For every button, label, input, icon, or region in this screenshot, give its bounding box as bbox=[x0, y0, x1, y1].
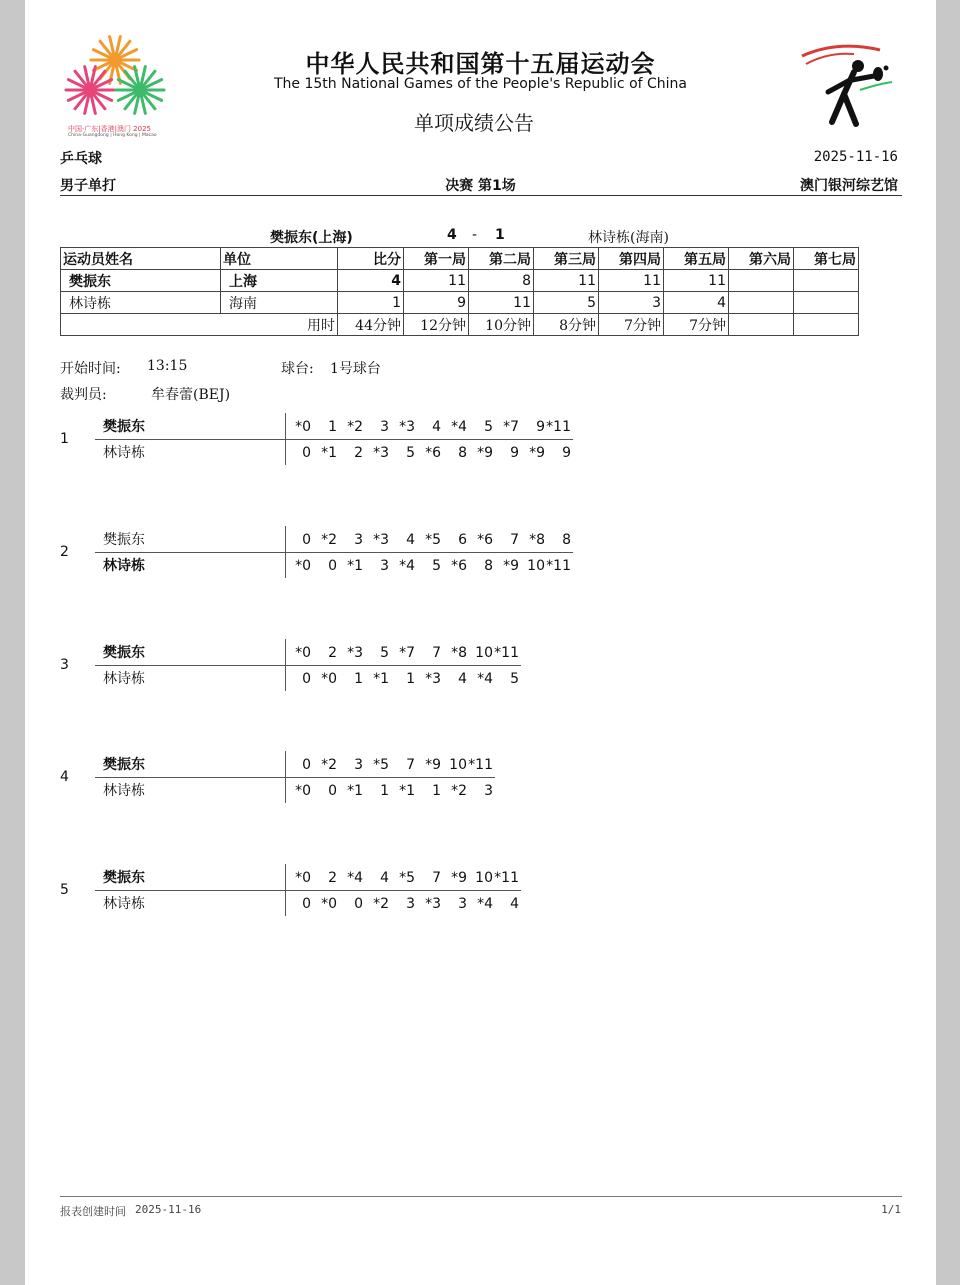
loser-game-7 bbox=[794, 292, 859, 314]
rally-score-cell: 5 bbox=[484, 419, 493, 435]
rally-score-cell: 1 bbox=[432, 783, 441, 799]
loser-game-2: 11 bbox=[469, 292, 534, 314]
duration-game-4: 7分钟 bbox=[599, 314, 664, 336]
rally-score-cell: *11 bbox=[546, 419, 571, 435]
rally-score-cell: 4 bbox=[432, 419, 441, 435]
rally-player-name: 樊振东 bbox=[103, 645, 145, 661]
winner-game-4: 11 bbox=[599, 270, 664, 292]
rally-score-cell: *0 bbox=[295, 870, 311, 886]
rally-score-cell: 3 bbox=[380, 558, 389, 574]
rally-score-cell: *9 bbox=[425, 757, 441, 773]
rally-score-cell: *1 bbox=[399, 783, 415, 799]
player-b-summary: 林诗栋(海南) bbox=[588, 230, 669, 246]
rally-score-cell: *1 bbox=[347, 558, 363, 574]
rally-score-cell: 5 bbox=[380, 645, 389, 661]
rally-player-name: 林诗栋 bbox=[103, 558, 145, 574]
header-divider bbox=[60, 195, 902, 196]
umpire-value: 牟春蕾(BEJ) bbox=[151, 387, 231, 403]
score-a: 4 bbox=[447, 227, 457, 243]
rally-score-cell: 2 bbox=[328, 870, 337, 886]
rally-score-cell: 1 bbox=[380, 783, 389, 799]
rally-score-cell: 9 bbox=[562, 445, 571, 461]
rally-player-name: 林诗栋 bbox=[103, 896, 145, 912]
rally-player-name: 林诗栋 bbox=[103, 783, 145, 799]
rally-score-cell: *9 bbox=[477, 445, 493, 461]
created-label: 报表创建时间 bbox=[60, 1205, 126, 1218]
rally-divider bbox=[95, 777, 495, 778]
umpire-label: 裁判员: bbox=[60, 387, 107, 403]
created-date: 2025-11-16 bbox=[135, 1203, 202, 1216]
winner-game-3: 11 bbox=[534, 270, 599, 292]
header-game-5: 第五局 bbox=[664, 248, 729, 270]
table-value: 1号球台 bbox=[330, 361, 381, 377]
logo-caption-en: China-Guangdong | Hong Kong | Macao bbox=[68, 133, 157, 138]
rally-score-cell: 5 bbox=[406, 445, 415, 461]
rally-score-cell: 0 bbox=[302, 896, 311, 912]
rally-score-cell: 7 bbox=[510, 532, 519, 548]
results-sheet bbox=[25, 0, 936, 1285]
loser-unit: 海南 bbox=[221, 292, 338, 314]
rally-score-cell: *3 bbox=[373, 532, 389, 548]
rally-score-cell: 0 bbox=[302, 671, 311, 687]
rally-score-cell: 9 bbox=[536, 419, 545, 435]
title-en: The 15th National Games of the People's Republic of China bbox=[273, 76, 688, 92]
header-game-2: 第二局 bbox=[469, 248, 534, 270]
rally-divider bbox=[95, 552, 573, 553]
rally-score-cell: *11 bbox=[468, 757, 493, 773]
header-name: 运动员姓名 bbox=[61, 248, 221, 270]
header-total: 比分 bbox=[338, 248, 404, 270]
rally-score-cell: *11 bbox=[546, 558, 571, 574]
rally-score-cell: 7 bbox=[432, 645, 441, 661]
rally-score-cell: *4 bbox=[451, 419, 467, 435]
rally-score-cell: *0 bbox=[321, 671, 337, 687]
duration-game-3: 8分钟 bbox=[534, 314, 599, 336]
rally-score-cell: *2 bbox=[347, 419, 363, 435]
rally-score-cell: 1 bbox=[406, 671, 415, 687]
rally-score-cell: 7 bbox=[406, 757, 415, 773]
venue: 澳门银河综艺馆 bbox=[800, 178, 898, 194]
header-game-3: 第三局 bbox=[534, 248, 599, 270]
rally-score-cell: 2 bbox=[328, 645, 337, 661]
rally-score-cell: 10 bbox=[449, 757, 467, 773]
table-row-winner bbox=[61, 270, 859, 292]
winner-game-2: 8 bbox=[469, 270, 534, 292]
duration-label: 用时 bbox=[61, 314, 338, 336]
rally-player-name: 林诗栋 bbox=[103, 445, 145, 461]
rally-score-cell: *8 bbox=[529, 532, 545, 548]
rally-score-cell: *5 bbox=[399, 870, 415, 886]
rally-score-cell: *7 bbox=[503, 419, 519, 435]
winner-game-5: 11 bbox=[664, 270, 729, 292]
header-game-1: 第一局 bbox=[404, 248, 469, 270]
rally-game-number: 1 bbox=[60, 431, 69, 447]
rally-score-cell: *1 bbox=[321, 445, 337, 461]
start-time-value: 13:15 bbox=[147, 358, 188, 374]
score-table bbox=[60, 247, 859, 336]
loser-game-5: 4 bbox=[664, 292, 729, 314]
rally-score-cell: 3 bbox=[354, 757, 363, 773]
loser-game-6 bbox=[729, 292, 794, 314]
rally-score-cell: *0 bbox=[295, 783, 311, 799]
player-a-summary: 樊振东(上海) bbox=[270, 230, 353, 246]
rally-score-cell: *0 bbox=[321, 896, 337, 912]
loser-game-3: 5 bbox=[534, 292, 599, 314]
page-number: 1/1 bbox=[881, 1203, 901, 1216]
rally-score-cell: 3 bbox=[484, 783, 493, 799]
rally-score-cell: 0 bbox=[354, 896, 363, 912]
rally-score-cell: *0 bbox=[295, 558, 311, 574]
rally-score-cell: 8 bbox=[458, 445, 467, 461]
rally-score-cell: *9 bbox=[451, 870, 467, 886]
score-table-header-row bbox=[61, 248, 859, 270]
loser-total: 1 bbox=[338, 292, 404, 314]
rally-score-cell: 5 bbox=[432, 558, 441, 574]
rally-score-cell: 0 bbox=[302, 757, 311, 773]
rally-player-name: 樊振东 bbox=[103, 532, 145, 548]
rally-divider bbox=[95, 890, 521, 891]
rally-score-cell: 4 bbox=[510, 896, 519, 912]
rally-score-cell: 4 bbox=[458, 671, 467, 687]
duration-total: 44分钟 bbox=[338, 314, 404, 336]
table-label: 球台: bbox=[281, 361, 314, 377]
winner-game-7 bbox=[794, 270, 859, 292]
header-unit: 单位 bbox=[221, 248, 338, 270]
date: 2025-11-16 bbox=[813, 149, 898, 165]
rally-score-cell: *6 bbox=[451, 558, 467, 574]
loser-name: 林诗栋 bbox=[61, 292, 221, 314]
rally-score-cell: 3 bbox=[380, 419, 389, 435]
rally-score-cell: 6 bbox=[458, 532, 467, 548]
logo-caption-cn: 中国·广东|香港|澳门 2025 bbox=[68, 125, 151, 133]
rally-score-cell: 0 bbox=[328, 783, 337, 799]
rally-score-cell: 4 bbox=[406, 532, 415, 548]
rally-score-cell: *4 bbox=[347, 870, 363, 886]
rally-score-cell: 5 bbox=[510, 671, 519, 687]
title-cn: 中华人民共和国第十五届运动会 bbox=[305, 50, 656, 78]
winner-unit: 上海 bbox=[221, 270, 338, 292]
footer-divider bbox=[60, 1196, 902, 1197]
rally-score-cell: 2 bbox=[354, 445, 363, 461]
rally-score-cell: 8 bbox=[562, 532, 571, 548]
rally-score-cell: *2 bbox=[373, 896, 389, 912]
round-label: 决赛 第1场 bbox=[445, 178, 516, 194]
score-b: 1 bbox=[495, 227, 505, 243]
rally-score-cell: 0 bbox=[302, 532, 311, 548]
event-name: 男子单打 bbox=[60, 178, 116, 194]
rally-score-cell: *11 bbox=[494, 645, 519, 661]
rally-score-cell: 4 bbox=[380, 870, 389, 886]
rally-score-cell: *4 bbox=[477, 896, 493, 912]
rally-score-cell: *2 bbox=[321, 532, 337, 548]
rally-score-cell: *2 bbox=[451, 783, 467, 799]
rally-score-cell: *6 bbox=[425, 445, 441, 461]
rally-player-name: 樊振东 bbox=[103, 419, 145, 435]
subtitle: 单项成绩公告 bbox=[414, 111, 534, 135]
rally-score-cell: *5 bbox=[373, 757, 389, 773]
duration-game-6 bbox=[729, 314, 794, 336]
rally-score-cell: 3 bbox=[354, 532, 363, 548]
rally-score-cell: 9 bbox=[510, 445, 519, 461]
duration-game-7 bbox=[794, 314, 859, 336]
rally-score-cell: 10 bbox=[475, 870, 493, 886]
rally-game-number: 2 bbox=[60, 544, 69, 560]
rally-score-cell: *2 bbox=[321, 757, 337, 773]
rally-score-cell: 0 bbox=[328, 558, 337, 574]
header-game-6: 第六局 bbox=[729, 248, 794, 270]
winner-name: 樊振东 bbox=[61, 270, 221, 292]
table-row-loser bbox=[61, 292, 859, 314]
rally-game-number: 5 bbox=[60, 882, 69, 898]
rally-divider bbox=[95, 665, 521, 666]
rally-score-cell: 7 bbox=[432, 870, 441, 886]
duration-game-5: 7分钟 bbox=[664, 314, 729, 336]
rally-score-cell: *8 bbox=[451, 645, 467, 661]
winner-game-1: 11 bbox=[404, 270, 469, 292]
rally-player-name: 樊振东 bbox=[103, 757, 145, 773]
rally-score-cell: *0 bbox=[295, 645, 311, 661]
rally-score-cell: *3 bbox=[425, 896, 441, 912]
start-time-label: 开始时间: bbox=[60, 361, 121, 377]
header-game-7: 第七局 bbox=[794, 248, 859, 270]
rally-player-name: 樊振东 bbox=[103, 870, 145, 886]
rally-score-cell: *1 bbox=[347, 783, 363, 799]
rally-score-cell: *11 bbox=[494, 870, 519, 886]
duration-game-1: 12分钟 bbox=[404, 314, 469, 336]
rally-score-cell: *3 bbox=[399, 419, 415, 435]
winner-game-6 bbox=[729, 270, 794, 292]
rally-score-cell: *9 bbox=[503, 558, 519, 574]
sport-name: 乒乓球 bbox=[60, 151, 102, 167]
header-game-4: 第四局 bbox=[599, 248, 664, 270]
winner-total: 4 bbox=[338, 270, 404, 292]
rally-score-cell: *4 bbox=[477, 671, 493, 687]
rally-score-cell: *5 bbox=[425, 532, 441, 548]
rally-game-number: 4 bbox=[60, 769, 69, 785]
rally-score-cell: 10 bbox=[527, 558, 545, 574]
rally-score-cell: *4 bbox=[399, 558, 415, 574]
rally-score-cell: 10 bbox=[475, 645, 493, 661]
rally-score-cell: *3 bbox=[347, 645, 363, 661]
table-tennis-pictogram-icon bbox=[798, 42, 898, 132]
rally-score-cell: *9 bbox=[529, 445, 545, 461]
loser-game-1: 9 bbox=[404, 292, 469, 314]
rally-score-cell: *0 bbox=[295, 419, 311, 435]
rally-score-cell: *7 bbox=[399, 645, 415, 661]
rally-player-name: 林诗栋 bbox=[103, 671, 145, 687]
rally-score-cell: 3 bbox=[458, 896, 467, 912]
rally-score-cell: 0 bbox=[302, 445, 311, 461]
rally-score-cell: 3 bbox=[406, 896, 415, 912]
rally-score-cell: *6 bbox=[477, 532, 493, 548]
duration-game-2: 10分钟 bbox=[469, 314, 534, 336]
table-row-duration bbox=[61, 314, 859, 336]
rally-score-cell: *3 bbox=[373, 445, 389, 461]
rally-score-cell: 1 bbox=[328, 419, 337, 435]
loser-game-4: 3 bbox=[599, 292, 664, 314]
score-dash: - bbox=[472, 227, 478, 243]
rally-score-cell: 1 bbox=[354, 671, 363, 687]
rally-score-cell: 8 bbox=[484, 558, 493, 574]
rally-divider bbox=[95, 439, 573, 440]
rally-game-number: 3 bbox=[60, 657, 69, 673]
rally-score-cell: *1 bbox=[373, 671, 389, 687]
rally-score-cell: *3 bbox=[425, 671, 441, 687]
